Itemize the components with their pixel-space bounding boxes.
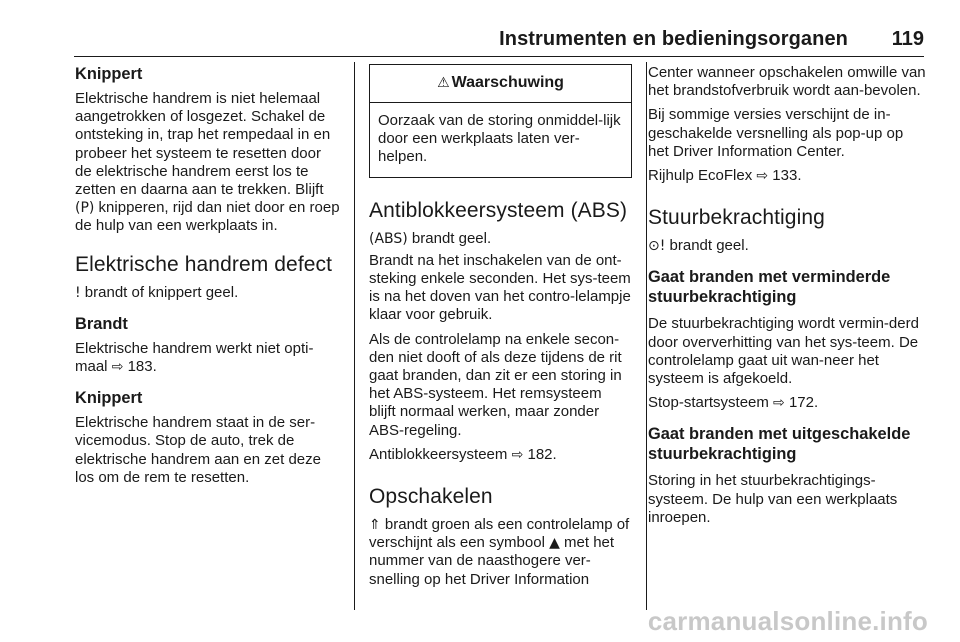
reference-arrow-icon: ⇨ (111, 359, 124, 376)
heading-verminderde: Gaat branden met verminderde stuurbekrachtiging (648, 268, 891, 307)
warning-box (369, 64, 632, 178)
paragraph-abs-status: (ABS) brandt geel. (369, 229, 492, 247)
reference-arrow-icon: ⇨ (511, 446, 524, 463)
heading-opschakelen: Opschakelen (369, 485, 493, 509)
heading-stuurbekrachtiging: Stuurbekrachtiging (648, 206, 825, 230)
reference-arrow-icon: ⇨ (756, 168, 769, 185)
reference-link[interactable]: 182. (527, 445, 557, 463)
column-2 (369, 64, 632, 589)
column-3 (648, 64, 926, 527)
warning-text: Oorzaak van de storing onmiddel-lijk door een werkplaats laten ver-helpen. (378, 112, 621, 166)
heading-uitgeschakelde: Gaat branden met uitgeschakelde stuurbekrachtiging (648, 425, 911, 464)
reference-arrow-icon: ⇨ (773, 395, 785, 412)
reference-link[interactable]: 183. (127, 358, 157, 376)
paragraph-rijhulp: Rijhulp EcoFlex ⇨ 133. (648, 167, 802, 185)
warning-triangle-icon: ⚠ (437, 75, 450, 92)
page-header (0, 28, 960, 52)
paragraph-handrem-defect: ! brandt of knippert geel. (75, 283, 239, 301)
header-rule (74, 56, 924, 57)
steering-warning-icon: ⊙! (648, 238, 666, 255)
parking-brake-icon: (P) (75, 200, 95, 217)
paragraph-stuur-status: ⊙! brandt geel. (648, 237, 749, 255)
paragraph-verminderde: De stuurbekrachtiging wordt vermin-derd door oververhitting van het sys-teem. De controlelamp gaat uit wan-neer het systeem is afgekoeld. (648, 315, 919, 388)
paragraph-continued: Center wanneer opschakelen omwille van het brandstofverbruik wordt aan-bevolen. (648, 64, 926, 100)
heading-handrem-defect: Elektrische handrem defect (75, 252, 333, 276)
paragraph-abs-ref: Antiblokkeersysteem ⇨ 182. (369, 445, 557, 463)
reference-link[interactable]: 133. (772, 167, 802, 185)
paragraph-brandt: Elektrische handrem werkt niet opti-maal ⇨ 183. (75, 339, 314, 376)
brake-warning-icon: ! (75, 284, 81, 301)
paragraph-knippert-2: Elektrische handrem staat in de ser-vicemodus. Stop de auto, trek de elektrische handrem aan en zet deze los om de rem te resetten. (75, 414, 321, 486)
paragraph-knippert-1: Elektrische handrem is niet helemaal aangetrokken of losgezet. Schakel de ontsteking in, trap het rempedaal in en probeer het systeem te resetten door de elektrische handrem eerst los te zetten en daarna aan te trekken. Blijft (P) knipperen, rijd dan niet door en roep de hulp van een werkplaats in. (75, 90, 340, 235)
warning-title: Waarschuwing (451, 74, 564, 92)
abs-icon: (ABS) (369, 230, 408, 247)
watermark: carmanualsonline.info (647, 606, 928, 636)
heading-brandt: Brandt (75, 314, 128, 333)
reference-link[interactable]: 172. (788, 394, 819, 412)
column-divider-1 (354, 62, 355, 610)
paragraph-abs-1: Brandt na het inschakelen van de ont-steking enkele seconden. Het sys-teem is na het doven van het contro-lelampje klaar voor gebruik. (369, 251, 631, 324)
paragraph-abs-2: Als de controlelamp na enkele secon-den niet dooft of als deze tijdens de rit gaat branden, dan zit er een storing in het ABS-systeem. Het remsysteem blijft normaal werken, maar zonder ABS-regeling. (369, 330, 622, 439)
heading-abs: Antiblokkeersysteem (ABS) (369, 198, 628, 222)
paragraph-sommige: Bij sommige versies verschijnt de in-geschakelde versnelling als pop-up op het Driver Information Center. (648, 106, 904, 160)
paragraph-stopstart: Stop-startsysteem ⇨ 172. (648, 394, 819, 412)
warning-header (370, 65, 631, 103)
triangle-up-icon: ▲ (549, 535, 560, 552)
paragraph-uitgeschakelde: Storing in het stuurbekrachtigings-systeem. De hulp van een werkplaats inroepen. (648, 472, 898, 526)
column-1 (75, 64, 341, 487)
heading-knippert-1: Knippert (75, 65, 143, 83)
page-header-title: Instrumenten en bedieningsorganen (499, 28, 848, 50)
shift-up-icon: ⇑ (369, 517, 381, 534)
page-number: 119 (891, 28, 924, 50)
paragraph-opschakelen: ⇑ brandt groen als een controlelamp of verschijnt als een symbool ▲ met het nummer van de naasthogere ver-snelling op het Driver Information (369, 516, 630, 588)
heading-knippert-2: Knippert (75, 389, 143, 408)
